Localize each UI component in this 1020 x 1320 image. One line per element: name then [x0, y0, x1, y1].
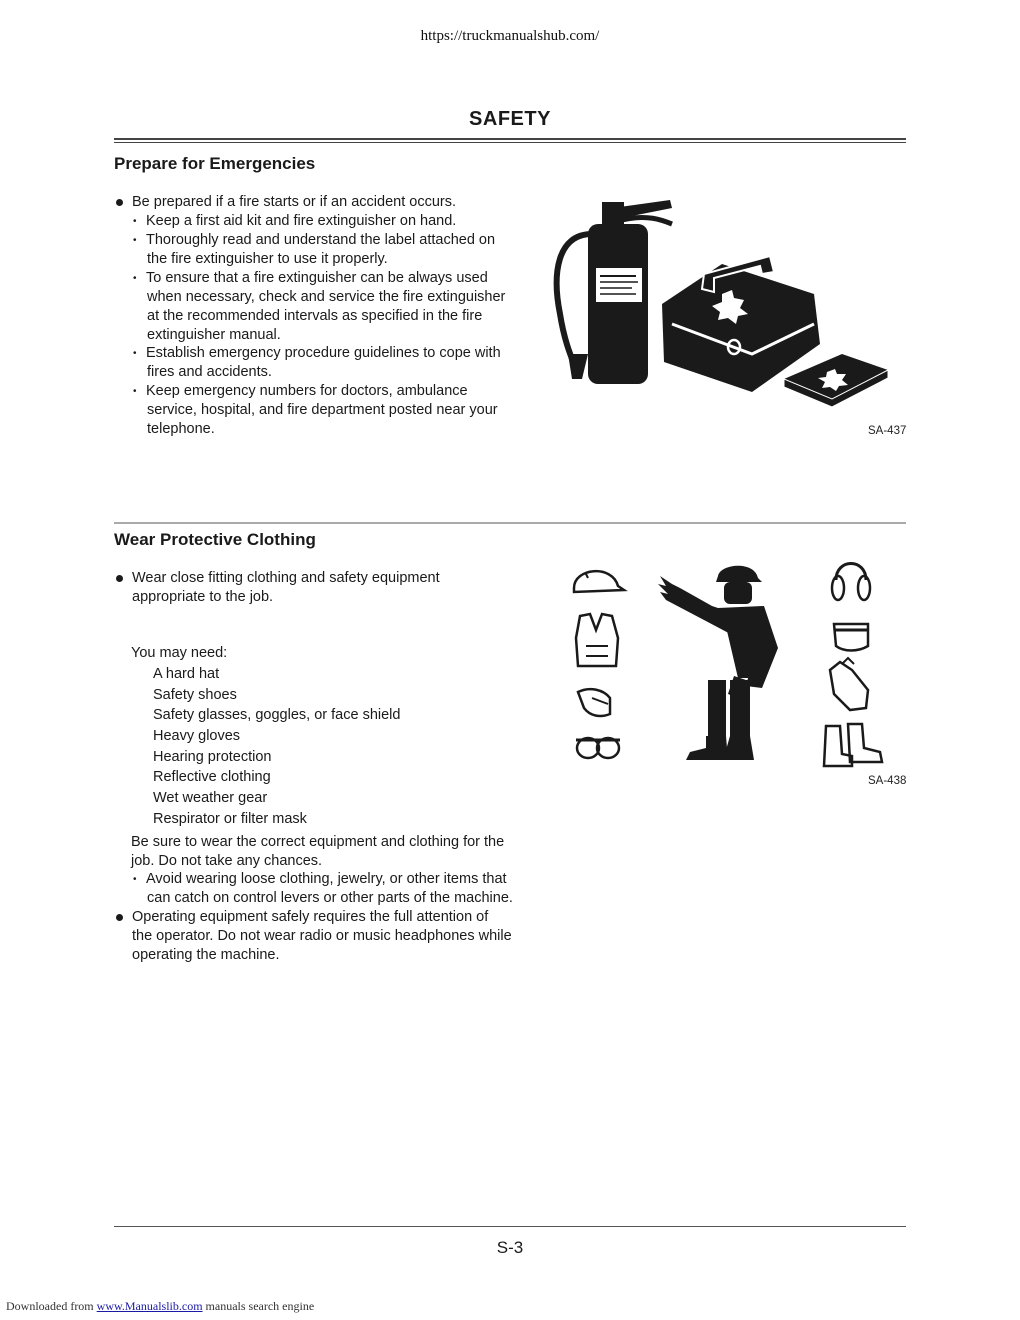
- sub-bullet-dot: •: [133, 235, 137, 246]
- protective-equipment-illustration: [568, 558, 898, 773]
- section-heading-protective-clothing: Wear Protective Clothing: [114, 530, 316, 549]
- need-item: Hearing protection: [153, 749, 272, 765]
- need-item: Reflective clothing: [153, 769, 271, 785]
- bullet-dot: [116, 914, 123, 921]
- safety-boots-icon: [824, 724, 882, 766]
- fire-extinguisher-icon: [557, 200, 672, 384]
- sub-item-line: when necessary, check and service the fire extinguisher: [147, 289, 506, 305]
- body-line: Be sure to wear the correct equipment and clothing for the: [131, 834, 505, 850]
- title-rule-secondary: [114, 142, 906, 143]
- first-aid-manual-icon: [784, 354, 888, 407]
- sub-item-line: Keep a first aid kit and fire extinguisher on hand.: [146, 213, 457, 229]
- face-shield-icon: [834, 624, 868, 651]
- download-suffix: manuals search engine: [205, 1299, 315, 1313]
- sub-item-line: To ensure that a fire extinguisher can be always used: [146, 270, 488, 286]
- download-notice: [6, 1299, 314, 1314]
- body-line: Operating equipment safely requires the full attention of: [132, 909, 489, 925]
- figure-caption-sa437: SA-437: [868, 425, 907, 437]
- page-title: SAFETY: [469, 108, 551, 130]
- sub-bullet-dot: •: [133, 216, 137, 227]
- sub-bullet-dot: •: [133, 348, 137, 359]
- section-divider: [114, 522, 906, 524]
- sub-item-line: Keep emergency numbers for doctors, ambulance: [146, 383, 468, 399]
- body-line: operating the machine.: [132, 947, 280, 963]
- sub-item-line: can catch on control levers or other parts of the machine.: [147, 890, 513, 906]
- need-item: Wet weather gear: [153, 790, 268, 806]
- sub-item-line: extinguisher manual.: [147, 327, 281, 343]
- worker-figure-icon: [658, 566, 778, 760]
- sub-bullet-dot: •: [133, 874, 137, 885]
- body-line: job. Do not take any chances.: [131, 853, 323, 869]
- manualslib-link[interactable]: www.Manualslib.com: [96, 1299, 203, 1313]
- emergencies-text: [114, 193, 534, 443]
- sub-item-line: Thoroughly read and understand the label attached on: [146, 232, 496, 248]
- emergencies-bullet: Be prepared if a fire starts or if an accident occurs.: [132, 194, 456, 210]
- hard-hat-icon: [574, 571, 624, 592]
- footer-rule: [114, 1226, 906, 1227]
- figure-caption-sa438: SA-438: [868, 775, 907, 787]
- work-gloves-icon: [830, 658, 868, 710]
- need-item: Heavy gloves: [153, 728, 241, 744]
- safety-goggles-icon: [576, 738, 620, 758]
- need-item: Respirator or filter mask: [153, 811, 307, 827]
- first-aid-kit-icon: [662, 256, 820, 392]
- sub-bullet-dot: •: [133, 273, 137, 284]
- need-item: Safety shoes: [153, 687, 237, 703]
- need-intro: You may need:: [131, 645, 228, 661]
- sub-item-line: fires and accidents.: [147, 364, 272, 380]
- ear-muffs-icon: [832, 564, 870, 601]
- body-line: Wear close fitting clothing and safety equipment: [132, 570, 440, 586]
- sub-item-line: telephone.: [147, 421, 215, 437]
- sub-item-line: Establish emergency procedure guidelines to cope with: [146, 345, 501, 361]
- sub-item-line: at the recommended intervals as specified in the fire: [147, 308, 483, 324]
- section-heading-emergencies: Prepare for Emergencies: [114, 154, 316, 173]
- need-item: A hard hat: [153, 666, 220, 682]
- sub-item-line: the fire extinguisher to use it properly.: [147, 251, 388, 267]
- safety-vest-icon: [576, 614, 618, 666]
- bullet-dot: [116, 575, 123, 582]
- body-line: the operator. Do not wear radio or music headphones while: [132, 928, 512, 944]
- download-prefix: Downloaded from: [6, 1299, 94, 1313]
- protective-clothing-text: [114, 569, 544, 969]
- respirator-mask-icon: [578, 689, 610, 716]
- need-item: Safety glasses, goggles, or face shield: [153, 707, 401, 723]
- sub-bullet-dot: •: [133, 386, 137, 397]
- header-url: https://truckmanualshub.com/: [420, 28, 600, 44]
- emergency-equipment-illustration: [552, 194, 892, 409]
- sub-item-line: service, hospital, and fire department posted near your: [147, 402, 498, 418]
- sub-item-line: Avoid wearing loose clothing, jewelry, or other items that: [146, 871, 507, 887]
- page-number: S-3: [496, 1238, 524, 1257]
- body-line: appropriate to the job.: [132, 589, 274, 605]
- title-rule: [114, 138, 906, 140]
- bullet-dot: [116, 199, 123, 206]
